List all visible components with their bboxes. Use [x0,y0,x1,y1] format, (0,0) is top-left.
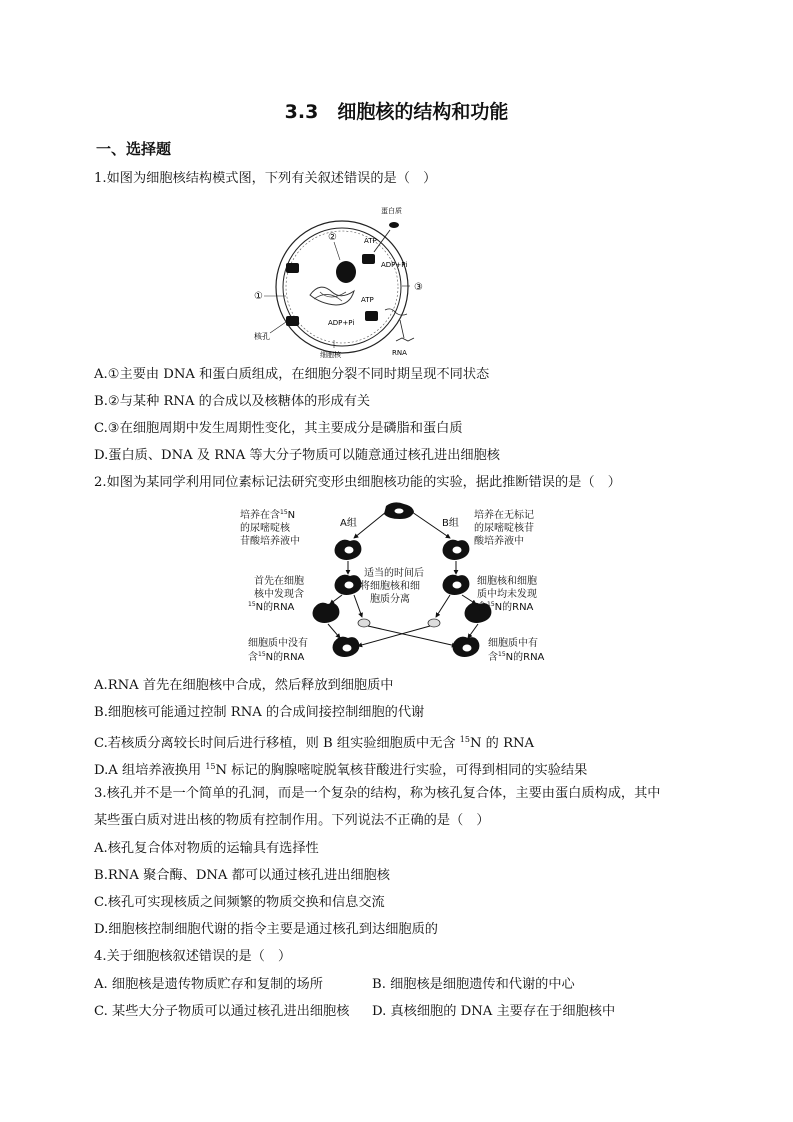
label-a-result-2: 核中发现含 [254,589,304,600]
label-a-final-1: 细胞质中没有 [248,638,308,649]
q3-option-d: D.细胞核控制细胞代谢的指令主要是通过核孔到达细胞质的 [94,922,438,937]
q1-option-d: D.蛋白质、DNA 及 RNA 等大分子物质可以随意通过核孔进出细胞核 [94,448,500,463]
q2-option-c: C.若核质分离较长时间后进行移植，则 B 组实验细胞质中无含 $^{15}$N 的 RNA [94,735,535,751]
q1-stem: 1.如图为细胞核结构模式图，下列有关叙述错误的是（ ） [94,171,437,186]
label-b-result-2: 质中均未发现 [477,589,537,600]
label-b-result-1: 细胞核和细胞 [477,576,537,587]
q2-option-b: B.细胞核可能通过控制 RNA 的合成间接控制细胞的代谢 [94,705,425,720]
label-atp-top: ATP [364,237,377,245]
nucleus-structure-figure [250,200,450,360]
label-adp-top: ADP+Pi [381,261,408,269]
label-group-a: A组 [340,518,357,529]
q3-stem-line-2: 某些蛋白质对进出核的物质有控制作用。下列说法不正确的是（ ） [94,813,490,828]
label-marker-1: ① [254,291,263,302]
label-a-result-3: $^{15}$N的RNA [248,601,295,613]
label-b-medium-3: 酸培养液中 [474,536,524,547]
label-a-medium-1: 培养在含$^{15}$N [240,509,296,521]
label-group-b: B组 [442,518,459,529]
q4-option-c: C. 某些大分子物质可以通过核孔进出细胞核 [94,1004,350,1019]
label-b-medium-1: 培养在无标记 [474,510,534,521]
q4-option-b: B. 细胞核是细胞遗传和代谢的中心 [372,977,575,992]
label-center-1: 适当的时间后 [364,568,424,579]
label-marker-3: ③ [414,282,423,293]
label-a-result-1: 首先在细胞 [254,576,304,587]
label-protein: 蛋白质 [381,207,402,215]
q2-option-a: A.RNA 首先在细胞核中合成，然后释放到细胞质中 [94,678,394,693]
q3-stem-line-1: 3.核孔并不是一个简单的孔洞，而是一个复杂的结构，称为核孔复合体，主要由蛋白质构成，其中 [94,786,661,801]
label-pore: 核孔 [254,332,270,341]
label-adp-bottom: ADP+Pi [328,319,355,327]
q4-option-d: D. 真核细胞的 DNA 主要存在于细胞核中 [372,1004,616,1019]
q1-option-b: B.②与某种 RNA 的合成以及核糖体的形成有关 [94,394,371,409]
label-center-3: 胞质分离 [370,594,410,605]
label-a-medium-2: 的尿嘧啶核 [240,523,290,534]
q1-option-c: C.③在细胞周期中发生周期性变化，其主要成分是磷脂和蛋白质 [94,421,463,436]
label-rna: RNA [392,349,407,357]
label-a-medium-3: 苷酸培养液中 [240,536,300,547]
label-center-2: 将细胞核和细 [360,581,420,592]
label-b-final-1: 细胞质中有 [488,638,538,649]
q2-option-d: D.A 组培养液换用 $^{15}$N 标记的胸腺嘧啶脱氧核苷酸进行实验，可得到相同的实验结果 [94,762,588,778]
q2-stem: 2.如图为某同学利用同位素标记法研究变形虫细胞核功能的实验，据此推断错误的是（ ） [94,475,621,490]
label-b-final-2: 含$^{15}$N的RNA [488,651,545,663]
q3-option-c: C.核孔可实现核质之间频繁的物质交换和信息交流 [94,895,385,910]
label-marker-2: ② [328,232,337,243]
q3-option-b: B.RNA 聚合酶、DNA 都可以通过核孔进出细胞核 [94,868,390,883]
label-a-final-2: 含$^{15}$N的RNA [248,651,305,663]
q1-option-a: A.①主要由 DNA 和蛋白质组成，在细胞分裂不同时期呈现不同状态 [94,367,490,382]
q3-option-a: A.核孔复合体对物质的运输具有选择性 [94,841,319,856]
label-b-medium-2: 的尿嘧啶核苷 [474,523,534,534]
q4-stem: 4.关于细胞核叙述错误的是（ ） [94,949,292,964]
label-nucleus: 细胞核 [320,351,341,359]
label-atp-bottom: ATP [361,296,374,304]
amoeba-experiment-figure [236,500,558,670]
q4-option-a: A. 细胞核是遗传物质贮存和复制的场所 [94,977,323,992]
page-title: 3.3 细胞核的结构和功能 [284,101,509,123]
section-heading: 一、选择题 [96,140,172,158]
label-b-result-3: 含$^{15}$N的RNA [477,601,534,613]
